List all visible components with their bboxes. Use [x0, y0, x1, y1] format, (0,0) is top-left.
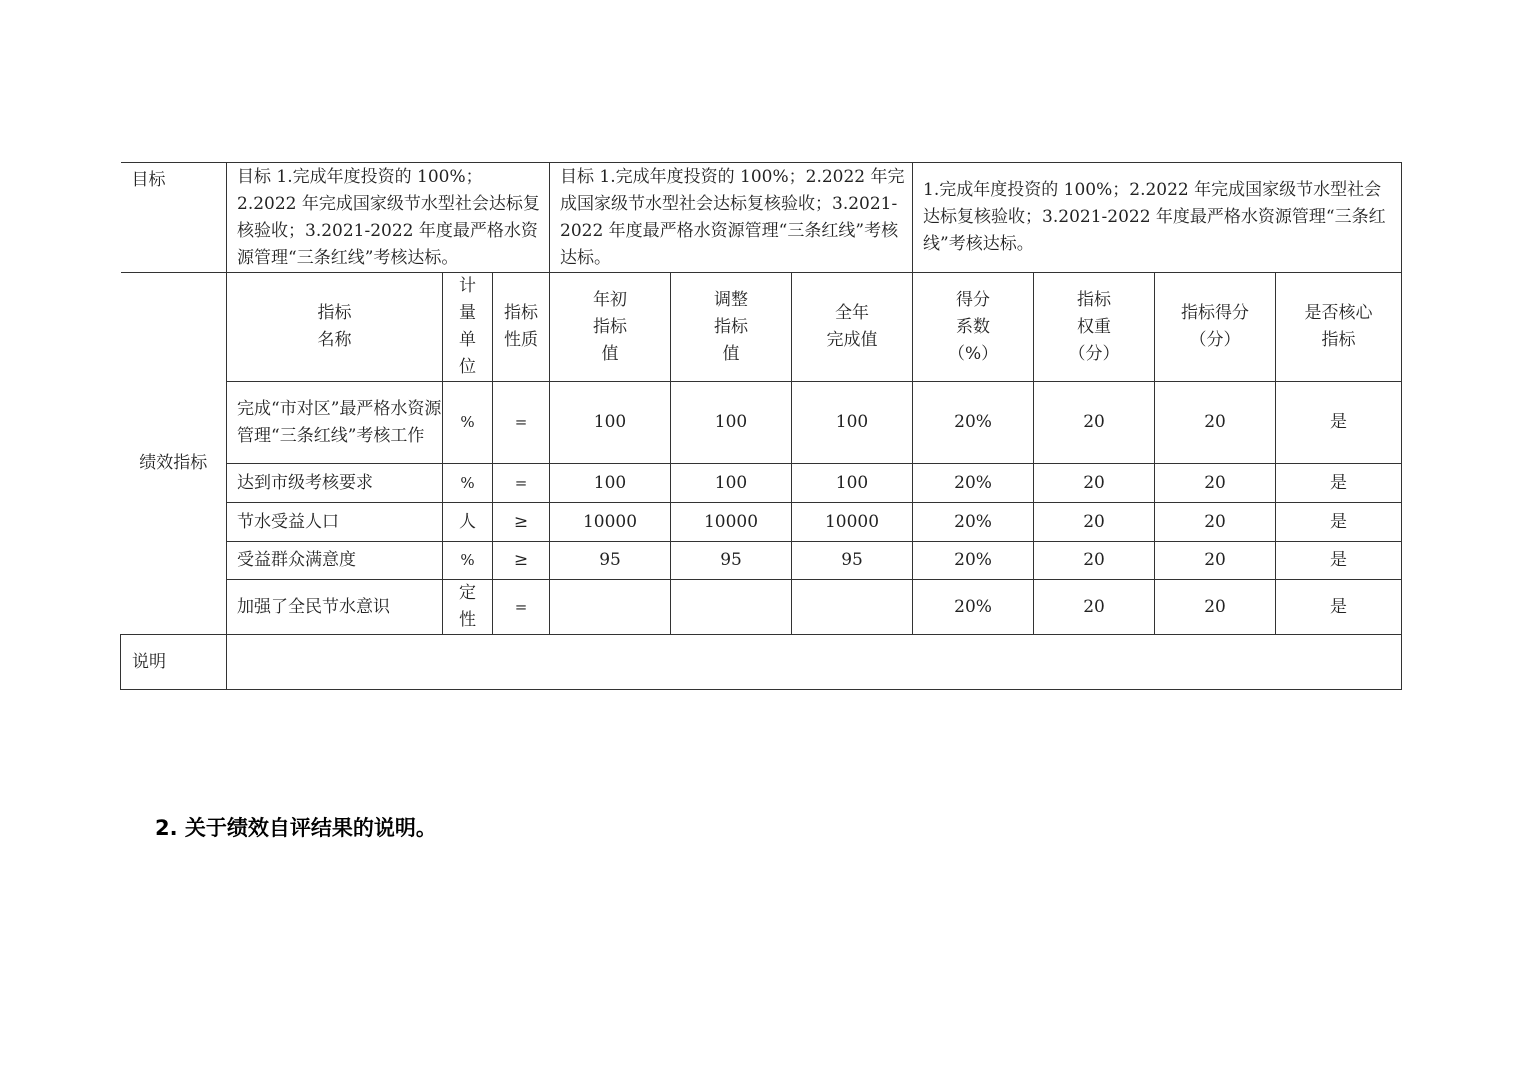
perf-indicator-label: 绩效指标 [121, 273, 227, 635]
section-2-heading: 2. 关于绩效自评结果的说明。 [155, 816, 437, 840]
unit: 人 [443, 503, 493, 542]
goal-label: 目标 [121, 163, 227, 273]
table-row [121, 580, 1402, 635]
nature: = [493, 464, 550, 503]
table-row [121, 382, 1402, 464]
goal-row [121, 163, 1402, 273]
table-row [121, 542, 1402, 580]
score: 20 [1155, 580, 1276, 635]
performance-table [120, 162, 1402, 690]
initial-value: 100 [550, 382, 671, 464]
score: 20 [1155, 382, 1276, 464]
table-row [121, 503, 1402, 542]
header-adjusted: 调整 指标 值 [671, 273, 792, 382]
goal-text-1: 目标 1.完成年度投资的 100%； 2.2022 年完成国家级节水型社会达标复核验收；3.2021-2022 年度最严格水资源管理“三条红线”考核达标。 [227, 163, 550, 273]
indicator-name: 完成“市对区”最严格水资源管理“三条红线”考核工作 [227, 382, 443, 464]
score-coefficient: 20% [913, 382, 1034, 464]
score: 20 [1155, 542, 1276, 580]
header-actual: 全年 完成值 [792, 273, 913, 382]
header-indicator-name: 指标 名称 [227, 273, 443, 382]
indicator-name: 受益群众满意度 [227, 542, 443, 580]
header-score: 指标得分 （分） [1155, 273, 1276, 382]
weight: 20 [1034, 580, 1155, 635]
adjusted-value: 100 [671, 382, 792, 464]
adjusted-value: 95 [671, 542, 792, 580]
goal-text-2: 目标 1.完成年度投资的 100%；2.2022 年完成国家级节水型社会达标复核验收；3.2021-2022 年度最严格水资源管理“三条红线”考核达标。 [550, 163, 913, 273]
adjusted-value: 10000 [671, 503, 792, 542]
indicator-name: 节水受益人口 [227, 503, 443, 542]
weight: 20 [1034, 542, 1155, 580]
initial-value: 10000 [550, 503, 671, 542]
score-coefficient: 20% [913, 542, 1034, 580]
actual-value [792, 580, 913, 635]
weight: 20 [1034, 464, 1155, 503]
score: 20 [1155, 503, 1276, 542]
note-content [227, 635, 1402, 690]
initial-value [550, 580, 671, 635]
header-nature: 指标 性质 [493, 273, 550, 382]
nature: = [493, 382, 550, 464]
weight: 20 [1034, 382, 1155, 464]
header-weight: 指标 权重 （分） [1034, 273, 1155, 382]
note-label: 说明 [121, 635, 227, 690]
is-core: 是 [1276, 580, 1402, 635]
is-core: 是 [1276, 382, 1402, 464]
indicator-name: 加强了全民节水意识 [227, 580, 443, 635]
actual-value: 100 [792, 464, 913, 503]
note-row [121, 635, 1402, 690]
nature: ≥ [493, 503, 550, 542]
actual-value: 100 [792, 382, 913, 464]
actual-value: 95 [792, 542, 913, 580]
header-coef: 得分 系数 （%） [913, 273, 1034, 382]
unit: % [443, 382, 493, 464]
initial-value: 100 [550, 464, 671, 503]
is-core: 是 [1276, 503, 1402, 542]
table-row [121, 464, 1402, 503]
nature: ≥ [493, 542, 550, 580]
score-coefficient: 20% [913, 580, 1034, 635]
score-coefficient: 20% [913, 503, 1034, 542]
header-row [121, 273, 1402, 382]
header-initial: 年初 指标 值 [550, 273, 671, 382]
header-unit: 计 量 单 位 [443, 273, 493, 382]
score: 20 [1155, 464, 1276, 503]
goal-text-3: 1.完成年度投资的 100%；2.2022 年完成国家级节水型社会达标复核验收；3.2021-2022 年度最严格水资源管理“三条红线”考核达标。 [913, 163, 1402, 273]
unit: % [443, 464, 493, 503]
actual-value: 10000 [792, 503, 913, 542]
unit: 定 性 [443, 580, 493, 635]
initial-value: 95 [550, 542, 671, 580]
adjusted-value: 100 [671, 464, 792, 503]
adjusted-value [671, 580, 792, 635]
is-core: 是 [1276, 464, 1402, 503]
weight: 20 [1034, 503, 1155, 542]
nature: = [493, 580, 550, 635]
unit: % [443, 542, 493, 580]
header-core: 是否核心 指标 [1276, 273, 1402, 382]
indicator-name: 达到市级考核要求 [227, 464, 443, 503]
score-coefficient: 20% [913, 464, 1034, 503]
is-core: 是 [1276, 542, 1402, 580]
